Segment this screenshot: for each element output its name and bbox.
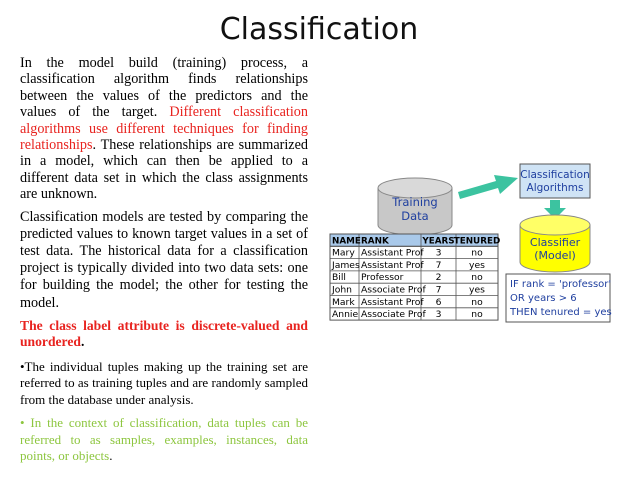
data-tuples-period: . — [109, 448, 113, 464]
table-cell: Associate Prof — [361, 284, 426, 296]
rule-line-2: OR years > 6 — [510, 293, 577, 304]
class-label-statement: The class label attribute is discrete-valued and unordered — [20, 317, 308, 350]
algorithms-label-2: Algorithms — [526, 182, 584, 194]
table-cell: no — [471, 272, 483, 284]
training-data-label-2: Data — [401, 209, 429, 223]
table-cell: no — [471, 296, 483, 308]
classification-algorithms-box — [520, 164, 590, 198]
classifier-label-2: (Model) — [534, 249, 576, 262]
training-data-table — [330, 234, 500, 320]
algorithms-label-1: Classification — [520, 169, 590, 181]
table-cell: yes — [469, 259, 485, 271]
classifier-cylinder — [520, 215, 590, 272]
bullet: • — [20, 415, 31, 431]
slide-title: Classification — [219, 12, 419, 47]
body-text — [20, 55, 308, 465]
table-header-cell: YEARS — [422, 236, 455, 247]
paragraph-model-build — [20, 55, 308, 203]
table-cell: no — [471, 309, 483, 321]
table-cell: Assistant Prof — [361, 259, 424, 271]
paragraph-testing: Classification models are tested by comparing the predicted values to known target values in a set of test data. The historical data for a classification project is typically divided into two data sets: one for building the model; the other for testing the model. — [20, 208, 308, 311]
paragraph-training-tuples: •The individual tuples making up the training set are referred to as training tuples and are randomly sampled from the database under analysis. — [20, 359, 308, 407]
table-cell: James — [332, 259, 360, 271]
table-cell: Associate Prof — [361, 309, 426, 321]
table-header-cell: RANK — [361, 236, 389, 247]
training-data-label-1: Training — [392, 195, 438, 209]
classification-diagram — [320, 150, 630, 335]
paragraph-model-build-text: In the model build (training) process, a classification algorithm finds relationships between the values of the predictors and the values of the target. — [20, 55, 308, 121]
table-header-cell: NAME — [332, 236, 361, 247]
classifier-label-1: Classifier — [529, 236, 581, 249]
training-data-cylinder — [378, 178, 452, 235]
table-cell: Mary — [332, 247, 355, 259]
table-header-cell: TENURED — [453, 236, 501, 247]
table-cell: Assistant Prof — [361, 247, 424, 259]
rule-line-3: THEN tenured = yes — [510, 307, 612, 318]
data-tuples-statement: In the context of classification, data tuples can be referred to as samples, examples, instances, data points, or objects — [20, 415, 308, 464]
table-cell: 2 — [435, 272, 442, 284]
table-cell: Assistant Prof — [361, 296, 424, 308]
paragraph-class-label — [20, 318, 308, 351]
table-cell: Professor — [361, 272, 404, 284]
table-cell: 3 — [435, 309, 442, 321]
table-cell: 6 — [435, 296, 442, 308]
paragraph-data-tuples — [20, 415, 308, 464]
rule-line-1: IF rank = 'professor' — [510, 279, 612, 290]
arrow-right-icon — [458, 175, 518, 199]
table-cell: Annie — [332, 309, 359, 321]
table-cell: John — [332, 284, 352, 296]
table-cell: no — [471, 247, 483, 259]
table-cell: 7 — [435, 284, 442, 296]
rule-box — [506, 274, 612, 322]
class-label-period: . — [80, 334, 85, 350]
paragraph-model-build-end: . These relationships are summarized in a model, which can then be applied to a different data set in which the class assignments are unknown. — [20, 137, 308, 203]
table-cell: 3 — [435, 247, 442, 259]
table-cell: 7 — [435, 259, 442, 271]
table-cell: Mark — [332, 296, 355, 308]
table-cell: Bill — [332, 272, 346, 284]
table-cell: yes — [469, 284, 485, 296]
highlight-different-techniques: Different classification algorithms use different techniques for finding relationships — [20, 104, 308, 154]
